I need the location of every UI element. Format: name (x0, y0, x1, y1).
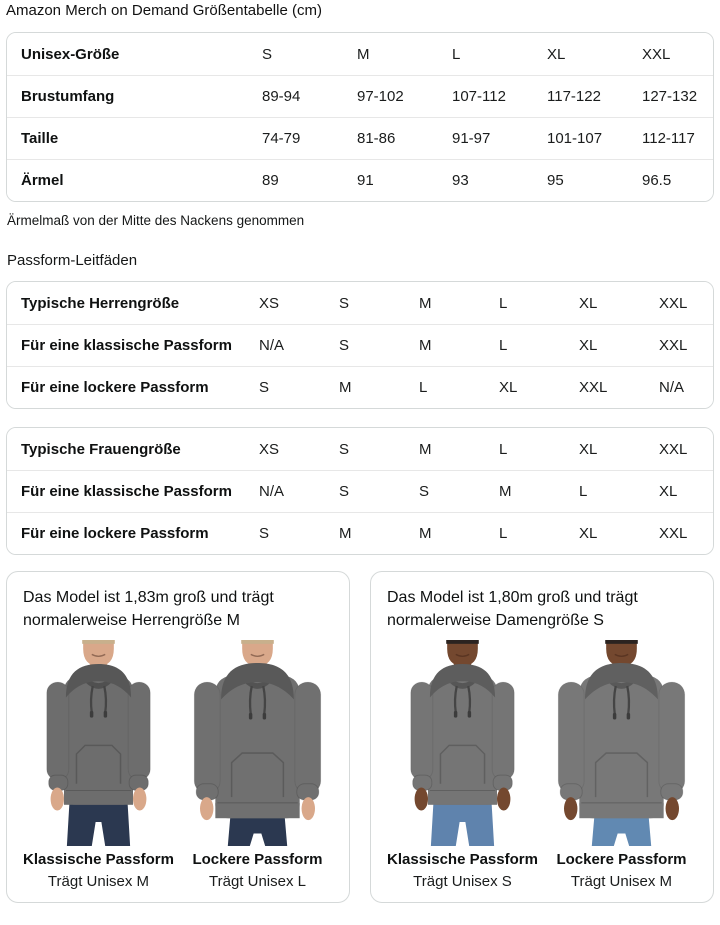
model-photo-loose-fit (542, 640, 701, 890)
female-model-loose-hoodie-figure (542, 640, 701, 846)
fit-value: M (499, 483, 512, 500)
fit-value: XL (659, 483, 678, 500)
fit-value: XXL (659, 440, 688, 458)
table-row (7, 470, 713, 512)
fit-value: M (339, 525, 352, 542)
fit-caption: Lockere Passform (192, 851, 323, 869)
size-table-header-row (7, 33, 713, 75)
model-card-title: Das Model ist 1,80m groß und trägt normalerweise Damengröße S (387, 589, 638, 630)
size-caption: Trägt Unisex L (209, 873, 306, 891)
fit-caption: Lockere Passform (556, 851, 687, 869)
fit-value: M (339, 379, 352, 396)
table-row-sleeve (7, 159, 713, 201)
fit-value: N/A (259, 337, 285, 354)
fit-table-men (6, 281, 714, 409)
size-value: 89 (262, 172, 279, 189)
fit-value: XS (259, 294, 280, 312)
fit-value: M (419, 440, 432, 458)
row-label: Ärmel (21, 172, 64, 189)
fit-value: S (339, 337, 350, 354)
model-photo-classic-fit (383, 640, 542, 890)
fit-value: XL (579, 337, 598, 354)
fit-value: S (259, 379, 270, 396)
fit-caption: Klassische Passform (23, 851, 174, 869)
table-row (7, 428, 713, 470)
size-col: XL (547, 45, 566, 63)
male-model-loose-hoodie-figure (178, 640, 337, 846)
fit-value: XL (579, 525, 598, 542)
fit-value: N/A (259, 483, 285, 500)
table-row-waist (7, 117, 713, 159)
fit-value: S (419, 483, 430, 500)
fit-caption: Klassische Passform (387, 851, 538, 869)
size-caption: Trägt Unisex S (413, 873, 512, 891)
fit-value: L (419, 379, 428, 396)
row-label: Typische Frauengröße (21, 440, 181, 458)
size-col: L (452, 45, 461, 63)
size-value: 95 (547, 172, 564, 189)
size-value: 74-79 (262, 130, 301, 147)
fit-value: XXL (659, 525, 688, 542)
row-label: Typische Herrengröße (21, 294, 180, 312)
size-value: 93 (452, 172, 469, 189)
size-value: 97-102 (357, 88, 404, 105)
size-value: 81-86 (357, 130, 396, 147)
fit-value: S (339, 483, 350, 500)
row-label: Unisex-Größe (21, 45, 120, 63)
size-col: S (262, 45, 273, 63)
size-value: 91 (357, 172, 374, 189)
female-model-classic-hoodie-figure (383, 640, 542, 846)
table-row (7, 282, 713, 324)
row-label: Brustumfang (21, 88, 115, 105)
fit-value: L (499, 440, 508, 458)
model-card-women (370, 571, 714, 903)
photos-row (383, 640, 701, 890)
size-caption: Trägt Unisex M (570, 873, 673, 891)
fit-value: L (499, 337, 508, 354)
size-value: 107-112 (452, 88, 506, 105)
model-photo-classic-fit (19, 640, 178, 890)
fit-value: S (339, 440, 350, 458)
size-value: 112-117 (642, 130, 695, 147)
row-label: Taille (21, 130, 59, 147)
size-value: 96.5 (642, 172, 672, 189)
row-label: Für eine klassische Passform (21, 483, 232, 500)
fit-value: M (419, 525, 432, 542)
fit-table-women (6, 427, 714, 555)
fit-value: L (499, 294, 508, 312)
male-model-classic-hoodie-figure (19, 640, 178, 846)
fit-value: N/A (659, 379, 685, 396)
size-col: XXL (642, 45, 671, 63)
fit-value: L (499, 525, 508, 542)
photos-row (19, 640, 337, 890)
fit-value: XS (259, 440, 280, 458)
model-card-title: Das Model ist 1,83m groß und trägt normalerweise Herrengröße M (23, 589, 274, 630)
row-label: Für eine lockere Passform (21, 379, 209, 396)
size-value: 89-94 (262, 88, 301, 105)
fit-value: XXL (579, 379, 608, 396)
fit-value: S (339, 294, 350, 312)
table-row (7, 512, 713, 554)
fit-value: XL (579, 440, 598, 458)
model-photo-loose-fit (178, 640, 337, 890)
table-row (7, 324, 713, 366)
page-title: Amazon Merch on Demand Größentabelle (cm) (6, 2, 322, 19)
row-label: Für eine lockere Passform (21, 525, 209, 542)
fit-guides-heading: Passform-Leitfäden (7, 252, 138, 269)
size-value: 127-132 (642, 88, 698, 105)
row-label: Für eine klassische Passform (21, 337, 232, 354)
fit-value: S (259, 525, 270, 542)
table-row-chest (7, 75, 713, 117)
fit-value: L (579, 483, 588, 500)
fit-value: XXL (659, 337, 688, 354)
fit-value: M (419, 337, 432, 354)
model-card-men (6, 571, 350, 903)
fit-value: XL (579, 294, 598, 312)
size-table (6, 32, 714, 202)
size-col: M (357, 45, 370, 63)
table-row (7, 366, 713, 408)
size-value: 101-107 (547, 130, 603, 147)
size-value: 117-122 (547, 88, 601, 105)
fit-value: XL (499, 379, 518, 396)
fit-value: XXL (659, 294, 688, 312)
sleeve-note: Ärmelmaß von der Mitte des Nackens genommen (7, 213, 305, 228)
size-value: 91-97 (452, 130, 491, 147)
fit-value: M (419, 294, 432, 312)
size-caption: Trägt Unisex M (47, 873, 150, 891)
model-cards-row (6, 571, 714, 903)
